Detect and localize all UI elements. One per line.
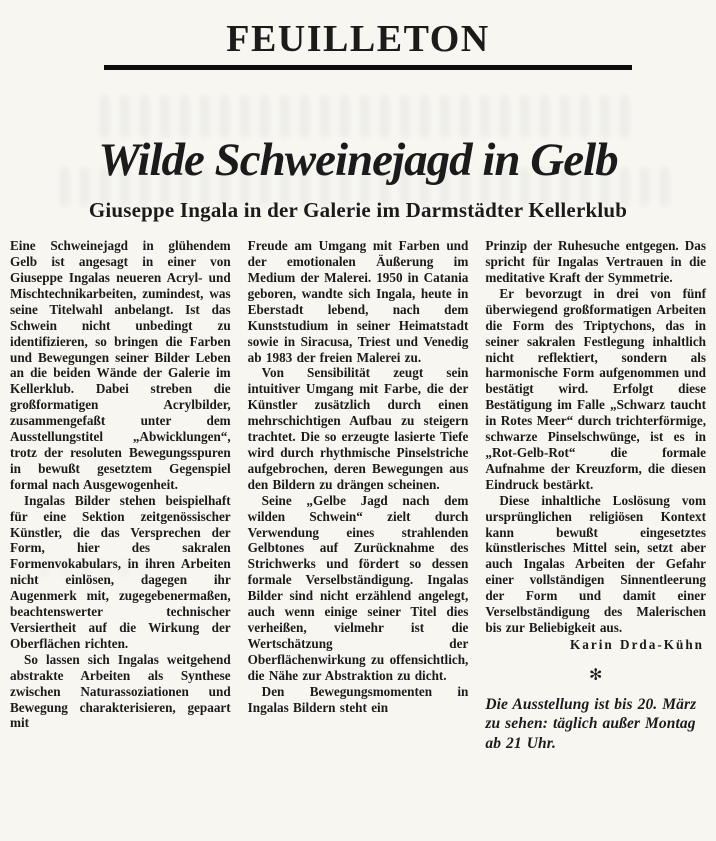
article-headline: Wilde Schweinejagd in Gelb	[98, 133, 618, 186]
paragraph: Er bevorzugt in drei von fünf überwiegend großformatigen Arbeiten die Form des Triptychons, das in seiner sakralen Festlegung inhaltlich nicht reflektiert, sondern als harmonische Form aufgenommen und bestätigt wird. Erfolgt diese Bestätigung im Falle „Schwarz taucht in Rotes Meer“ durch trichterförmige, schwarze Pinselschwünge, ist es in „Rot-Gelb-Rot“ die formale Aufnahme der Kreuzform, die diesen Eindruck bestärkt.	[485, 285, 707, 492]
paragraph: Ingalas Bilder stehen beispielhaft für eine Sektion zeitgenössischer Künstler, die das Versprechen der Form, hier des sakralen Formenvokabulars, in ihren Arbeiten nicht einlösen, dagegen ihr Augenmerk mit, zugegebenermaßen, beachtenswerter technischer Versiertheit auf die Wirkung der Oberflächen richten.	[10, 492, 231, 651]
column-3	[485, 238, 706, 753]
paragraph: Seine „Gelbe Jagd nach dem wilden Schwein“ zielt durch Verwendung eines strahlenden Gelbtones auf Zurücknahme des Strichwerks und fördert so dessen formale Verselbständigung. Ingalas Bilder sind nicht erzählend angelegt, auch wenn einige seiner Titel dies verheißen, vielmehr ist die Wertschätzung der Oberflächenwirkung zu offensichtlich, die Nähe zur Abstraktion zu dicht.	[247, 492, 469, 683]
column-2	[248, 238, 469, 753]
article-body	[0, 223, 716, 753]
paragraph: Von Sensibilität zeugt sein intuitiver Umgang mit Farbe, die der Künstler zusätzlich durch einen mehrschichtigen Aufbau zu steigern trachtet. Die so erzeugte lasierte Tiefe wird durch rhythmische Pinselstriche aufgebrochen, deren Bewegungen aus den Bildern zu drängen scheinen.	[247, 365, 469, 492]
paragraph: So lassen sich Ingalas weitgehend abstrakte Arbeiten als Synthese zwischen Naturassoziationen und Bewegung charakterisieren, gepaart mit	[10, 651, 231, 731]
paragraph: Den Bewegungsmomenten in Ingalas Bildern steht ein	[247, 683, 469, 715]
section-label: FEUILLETON	[226, 18, 490, 60]
column-1	[10, 238, 231, 753]
paragraph: Eine Schweinejagd in glühendem Gelb ist angesagt in einer von Giuseppe Ingalas neueren Acryl- und Mischtechnikarbeiten, zumindest, was seine Titelwahl anbelangt. Ist das Schwein nicht unbedingt zu identifizieren, so bringen die Farben und Bewegungen seiner Bilder Leben an die beiden Wände der Galerie im Kellerklub. Dabei streben die großformatigen Acrylbilder, zusammengefaßt unter dem Ausstellungstitel „Abwicklungen“, trotz der resoluten Bewegungsspuren in bewußt gesetztem Gegenspiel formal nach Ausgewogenheit.	[10, 238, 231, 492]
scan-artifact	[100, 96, 640, 138]
section-rule	[104, 65, 632, 70]
masthead	[0, 0, 716, 70]
exhibition-note: Die Ausstellung ist bis 20. März zu sehen: täglich außer Montag ab 21 Uhr.	[485, 695, 697, 752]
article-subheadline: Giuseppe Ingala in der Galerie im Darmstädter Kellerklub	[88, 198, 628, 223]
paragraph: Prinzip der Ruhesuche entgegen. Das spricht für Ingalas Vertrauen in die meditative Kraft der Symmetrie.	[485, 238, 707, 286]
paragraph: Diese inhaltliche Loslösung vom ursprünglichen religiösen Kontext kann bewußt eingesetztes künstlerisches Mittel sein, setzt aber auch Ingalas Arbeiten der Gefahr einer vollständigen Sinnentleerung der Form und damit einer Verselbständigung des Malerischen bis zur Beliebigkeit aus.	[485, 492, 707, 635]
byline: Karin Drda-Kühn	[570, 636, 705, 652]
paragraph: Freude am Umgang mit Farben und der emotionalen Äußerung im Medium der Malerei. 1950 in Catania geboren, wandte sich Ingala, heute in Eberstadt lebend, nach dem Kunststudium in seiner Heimatstadt sowie in Siracusa, Triest und Venedig ab 1983 der freien Malerei zu.	[247, 238, 469, 365]
asterisk-separator-icon: ✻	[588, 664, 603, 684]
